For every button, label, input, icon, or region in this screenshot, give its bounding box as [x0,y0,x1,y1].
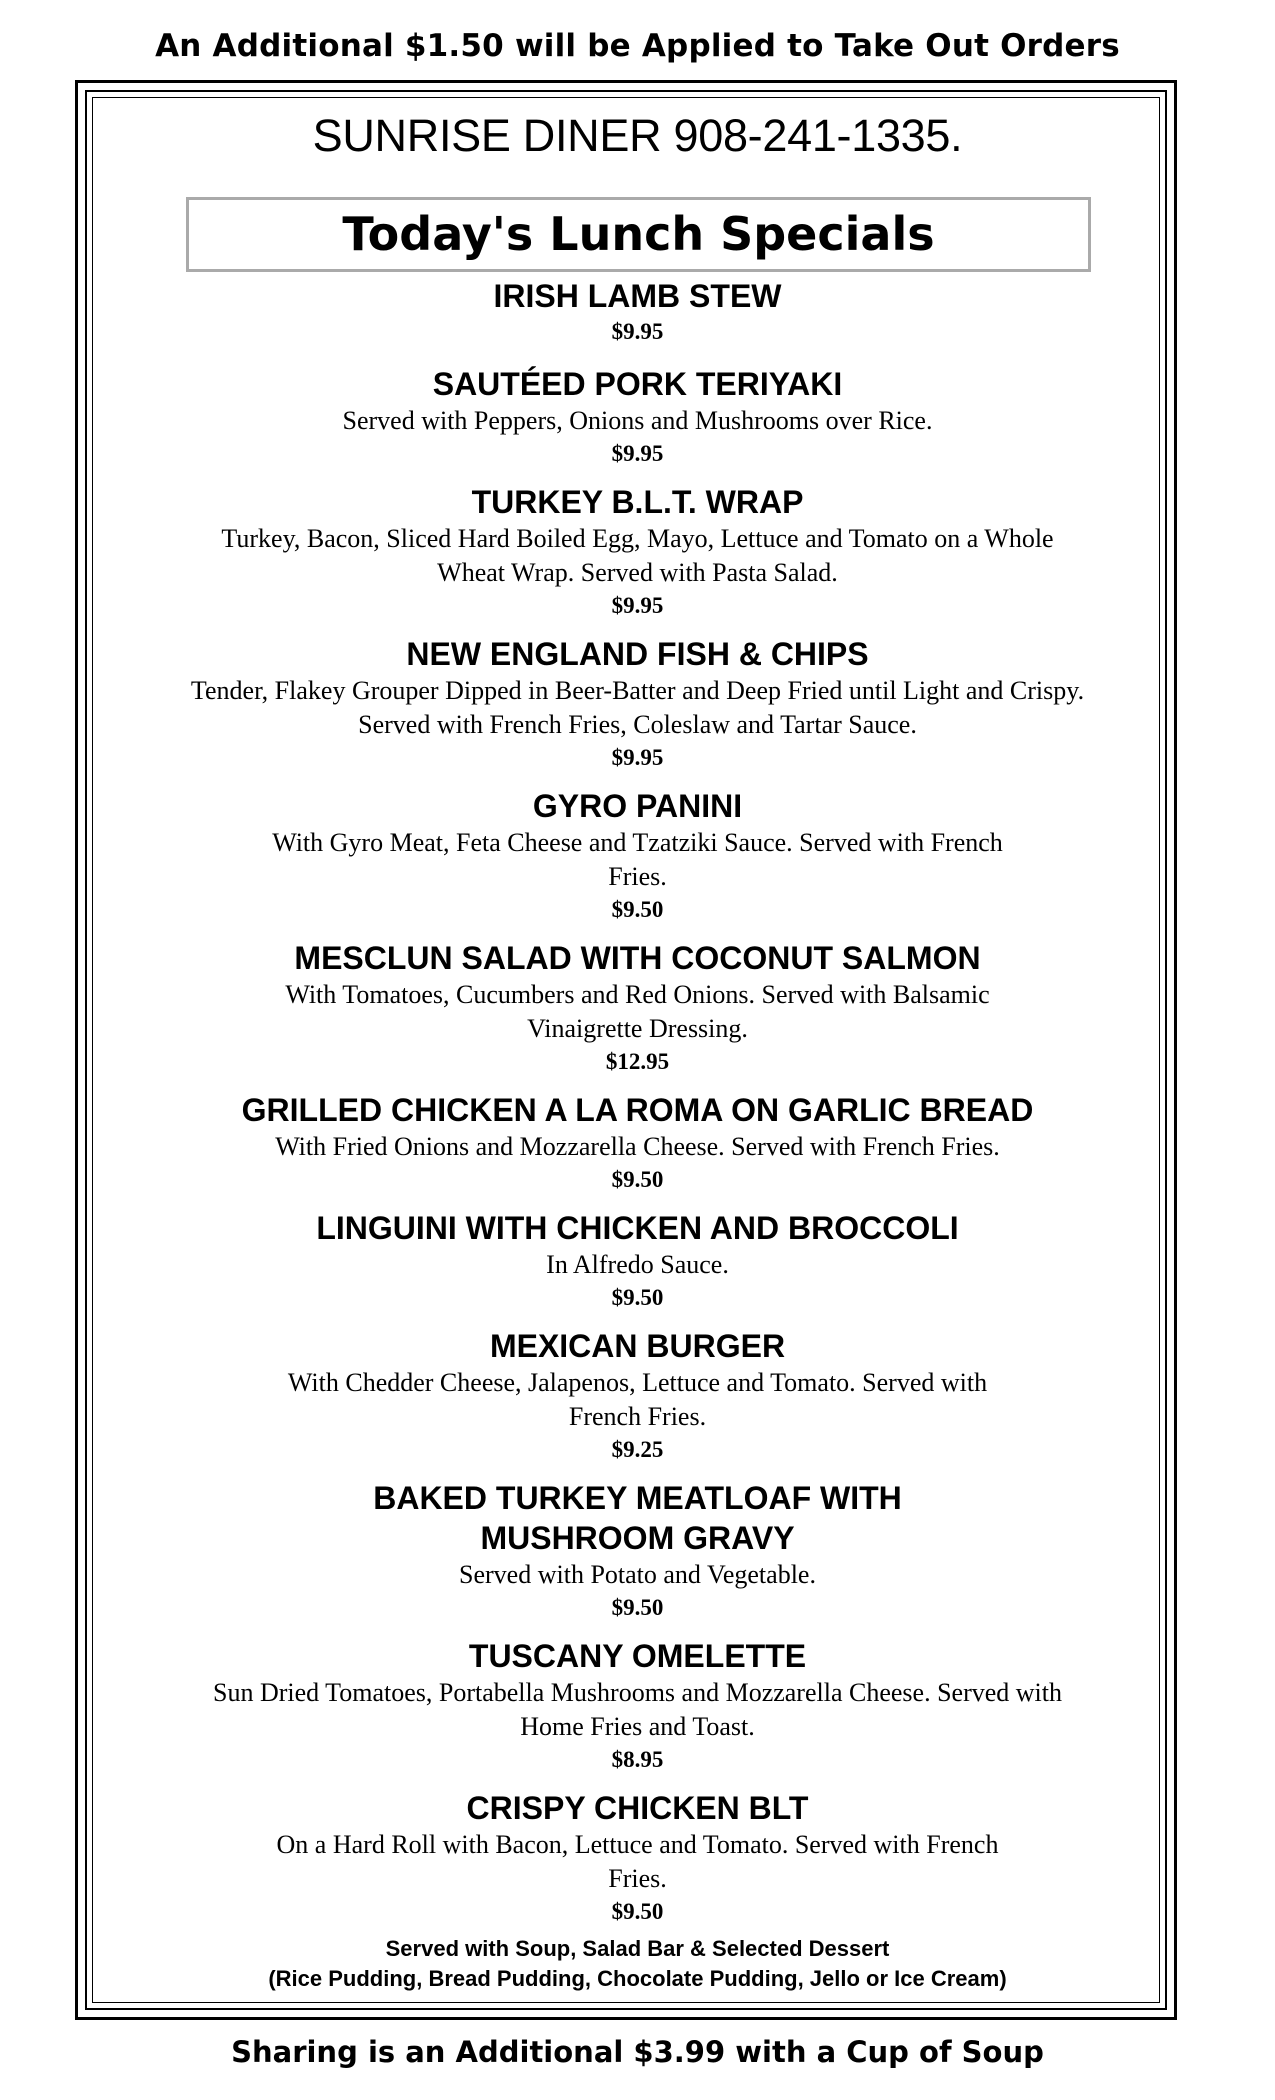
menu-item-price: $9.50 [611,1595,664,1620]
menu-item-description: Served with Potato and Vegetable. [459,1560,816,1589]
menu-item-price: $12.95 [605,1049,670,1074]
menu-item-price: $9.50 [611,1899,664,1924]
menu-item-price: $9.50 [611,1167,664,1192]
sharing-notice: Sharing is an Additional $3.99 with a Cup of Soup [231,2035,1044,2069]
menu-item [190,276,1085,348]
menu-item-description: With Gyro Meat, Feta Cheese and Tzatziki Sauce. Served with French Fries. [272,828,1003,891]
menu-item-description: On a Hard Roll with Bacon, Lettuce and Tomato. Served with French Fries. [276,1830,999,1893]
menu-item-price: $9.50 [611,1285,664,1310]
menu-item [190,634,1085,774]
menu-item-price: $9.95 [611,745,664,770]
served-with-note: Served with Soup, Salad Bar & Selected Dessert [385,1936,890,1961]
menu-item-description: With Fried Onions and Mozzarella Cheese. Served with French Fries. [275,1132,1000,1161]
menu-item [190,1636,1085,1776]
menu-item-price: $9.50 [611,897,664,922]
menu-item [190,938,1085,1078]
menu-item [190,1478,1085,1624]
menu-item-name: GYRO PANINI [532,788,743,824]
menu-item-description: With Tomatoes, Cucumbers and Red Onions. Served with Balsamic Vinaigrette Dressing. [285,980,990,1043]
dessert-options: (Rice Pudding, Bread Pudding, Chocolate Pudding, Jello or Ice Cream) [268,1966,1007,1991]
menu-item-description: Tender, Flakey Grouper Dipped in Beer-Batter and Deep Fried until Light and Crispy. Served with French Fries, Coleslaw and Tartar Sauce. [190,676,1085,739]
menu-item-price: $9.25 [611,1437,664,1462]
menu-item-name: LINGUINI WITH CHICKEN AND BROCCOLI [316,1210,959,1246]
menu-item [190,482,1085,622]
menu-item-name: SAUTÉED PORK TERIYAKI [432,366,843,402]
menu-item-price: $9.95 [611,593,664,618]
menu-item-name: MESCLUN SALAD WITH COCONUT SALMON [294,940,981,976]
menu-item-price: $9.95 [611,441,664,466]
specials-list [190,276,1085,1994]
specials-title: Today's Lunch Specials [342,207,935,261]
menu-item-name: TUSCANY OMELETTE [468,1638,807,1674]
menu-item-description: Turkey, Bacon, Sliced Hard Boiled Egg, Mayo, Lettuce and Tomato on a Whole Wheat Wrap. Served with Pasta Salad. [221,524,1054,587]
menu-item-description: In Alfredo Sauce. [546,1250,729,1279]
menu-item [190,1326,1085,1466]
menu-item-name: BAKED TURKEY MEATLOAF WITH MUSHROOM GRAVY [373,1480,902,1556]
take-out-notice: An Additional $1.50 will be Applied to Take Out Orders [155,28,1120,64]
menu-item-price: $8.95 [611,1747,664,1772]
menu-item-name: NEW ENGLAND FISH & CHIPS [406,636,869,672]
menu-item-description: With Chedder Cheese, Jalapenos, Lettuce and Tomato. Served with French Fries. [287,1368,988,1431]
menu-item [190,1788,1085,1928]
menu-item-name: TURKEY B.L.T. WRAP [471,484,804,520]
menu-item [190,786,1085,926]
specials-title-box [186,197,1091,272]
menu-item-name: GRILLED CHICKEN A LA ROMA ON GARLIC BREAD [241,1092,1034,1128]
menu-item [190,1090,1085,1196]
menu-item [190,1208,1085,1314]
menu-item-name: IRISH LAMB STEW [493,278,782,314]
menu-item [190,364,1085,470]
menu-item-description: Sun Dried Tomatoes, Portabella Mushrooms and Mozzarella Cheese. Served with Home Fries and Toast. [212,1678,1062,1741]
menu-item-price: $9.95 [611,319,664,344]
menu-item-name: MEXICAN BURGER [489,1328,786,1364]
menu-item-description: Served with Peppers, Onions and Mushrooms over Rice. [342,406,933,435]
menu-item-name: CRISPY CHICKEN BLT [466,1790,809,1826]
restaurant-name-phone: SUNRISE DINER 908-241-1335. [312,110,963,161]
